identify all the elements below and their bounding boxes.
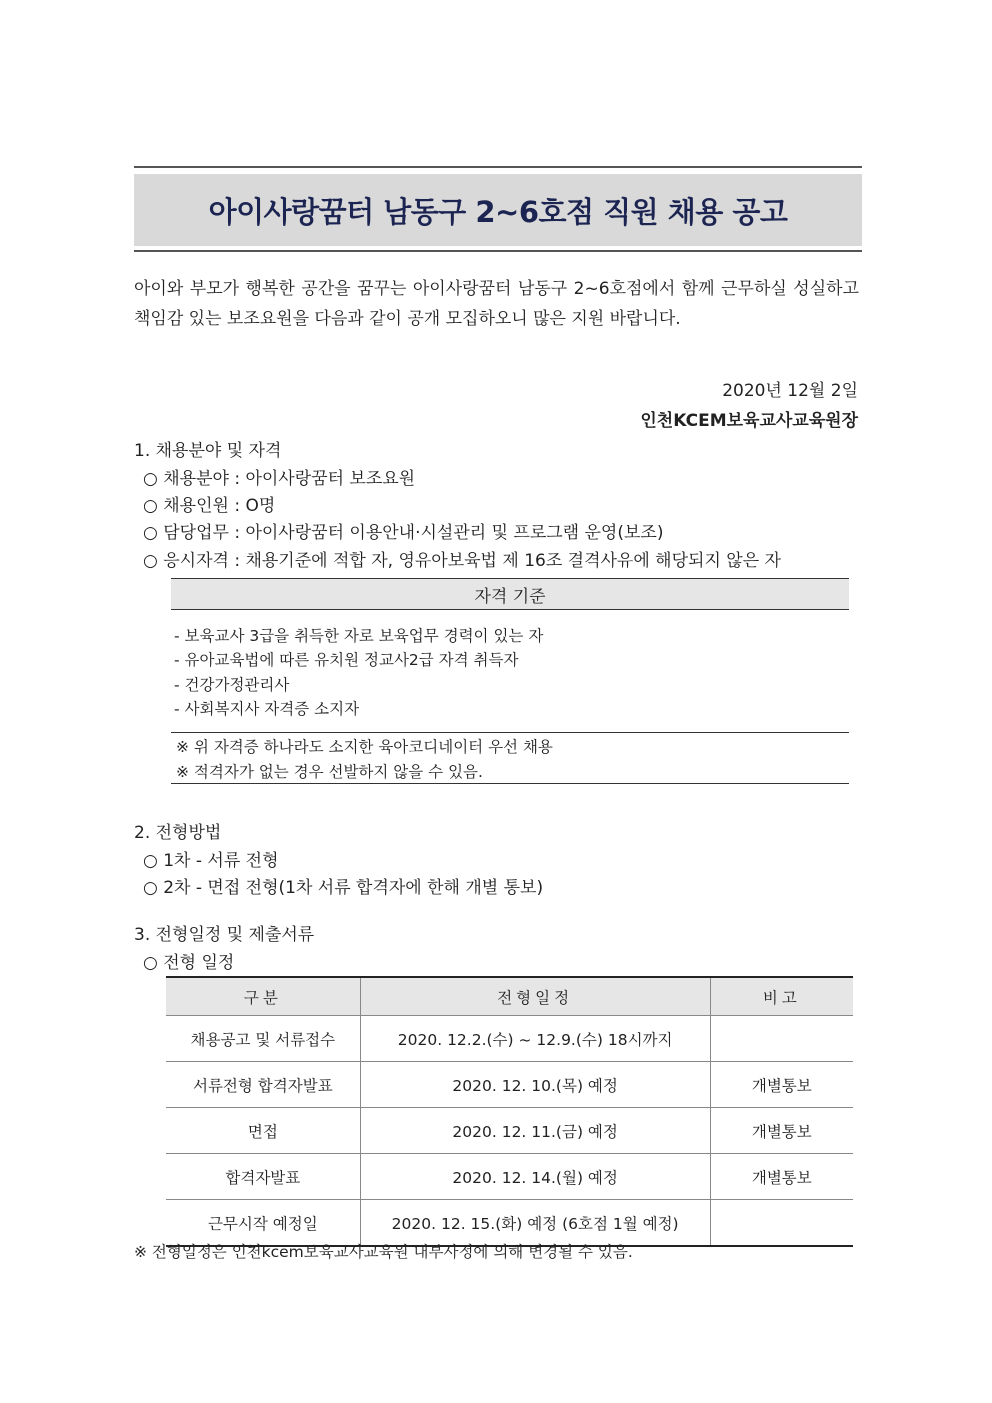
schedule-cell-remarks: 개별통보: [710, 1062, 853, 1108]
title-banner: [134, 174, 862, 246]
schedule-cell-date: 2020. 12. 10.(목) 예정: [360, 1062, 710, 1108]
title-bottom-rule: [134, 250, 862, 252]
notice-date: 2020년 12월 2일: [722, 381, 858, 401]
organization-name: 인천KCEM보육교사교육원장: [640, 411, 858, 431]
schedule-cell-date: 2020. 12. 14.(월) 예정: [360, 1154, 710, 1200]
schedule-cell-date: 2020. 12.2.(수) ~ 12.9.(수) 18시까지: [360, 1016, 710, 1062]
qualification-note: ※ 위 자격증 하나라도 소지한 육아코디네이터 우선 채용: [176, 738, 553, 756]
section3-subtitle: ○ 전형 일정: [143, 953, 235, 973]
schedule-header-schedule: 전형일정: [360, 977, 710, 1016]
section1-item: ○ 채용분야 : 아이사랑꿈터 보조요원: [143, 469, 416, 489]
schedule-cell-remarks: 개별통보: [710, 1154, 853, 1200]
schedule-footnote: ※ 전형일정은 인천kcem보육교사교육원 내부사정에 의해 변경될 수 있음.: [134, 1243, 633, 1261]
table-row: [166, 1016, 853, 1062]
schedule-cell-remarks: [710, 1200, 853, 1247]
schedule-cell-date: 2020. 12. 11.(금) 예정: [360, 1108, 710, 1154]
schedule-cell-category: 근무시작 예정일: [166, 1200, 360, 1247]
table-row: [166, 1108, 853, 1154]
table-row: [166, 1062, 853, 1108]
qualification-item: - 건강가정관리사: [174, 676, 290, 694]
section1-title: 1. 채용분야 및 자격: [134, 441, 282, 461]
schedule-cell-category: 면접: [166, 1108, 360, 1154]
qualification-item: - 사회복지사 자격증 소지자: [174, 700, 360, 718]
section2-title: 2. 전형방법: [134, 823, 222, 843]
schedule-cell-category: 서류전형 합격자발표: [166, 1062, 360, 1108]
section1-item: ○ 응시자격 : 채용기준에 적합 자, 영유아보육법 제 16조 결격사유에 해당되지 않은 자: [143, 551, 781, 571]
schedule-header-category: 구분: [166, 977, 360, 1016]
schedule-cell-date: 2020. 12. 15.(화) 예정 (6호점 1월 예정): [360, 1200, 710, 1247]
schedule-cell-remarks: [710, 1016, 853, 1062]
qualification-header: [171, 578, 849, 610]
table-row: [166, 1154, 853, 1200]
intro-paragraph: 아이와 부모가 행복한 공간을 꿈꾸는 아이사랑꿈터 남동구 2~6호점에서 함께 근무하실 성실하고 책임감 있는 보조요원을 다음과 같이 공개 모집하오니 많은 지원 바랍니다.: [134, 279, 859, 329]
title-top-rule: [134, 166, 862, 168]
qualification-item: - 유아교육법에 따른 유치원 정교사2급 자격 취득자: [174, 651, 519, 669]
qualification-item: - 보육교사 3급을 취득한 자로 보육업무 경력이 있는 자: [174, 627, 544, 645]
qualification-header-label: 자격 기준: [474, 586, 546, 607]
section3-title: 3. 전형일정 및 제출서류: [134, 925, 315, 945]
schedule-header-row: [166, 977, 853, 1016]
schedule-table: [166, 976, 853, 1247]
page-title: 아이사랑꿈터 남동구 2~6호점 직원 채용 공고: [208, 194, 788, 229]
section1-item: ○ 채용인원 : O명: [143, 496, 276, 516]
schedule-cell-remarks: 개별통보: [710, 1108, 853, 1154]
section2-item: ○ 1차 - 서류 전형: [143, 851, 279, 871]
section2-item: ○ 2차 - 면접 전형(1차 서류 합격자에 한해 개별 통보): [143, 878, 544, 898]
qualification-note: ※ 적격자가 없는 경우 선발하지 않을 수 있음.: [176, 763, 483, 781]
schedule-cell-category: 채용공고 및 서류접수: [166, 1016, 360, 1062]
schedule-cell-category: 합격자발표: [166, 1154, 360, 1200]
section1-item: ○ 담당업무 : 아이사랑꿈터 이용안내·시설관리 및 프로그램 운영(보조): [143, 523, 664, 543]
schedule-header-remarks: 비고: [710, 977, 853, 1016]
